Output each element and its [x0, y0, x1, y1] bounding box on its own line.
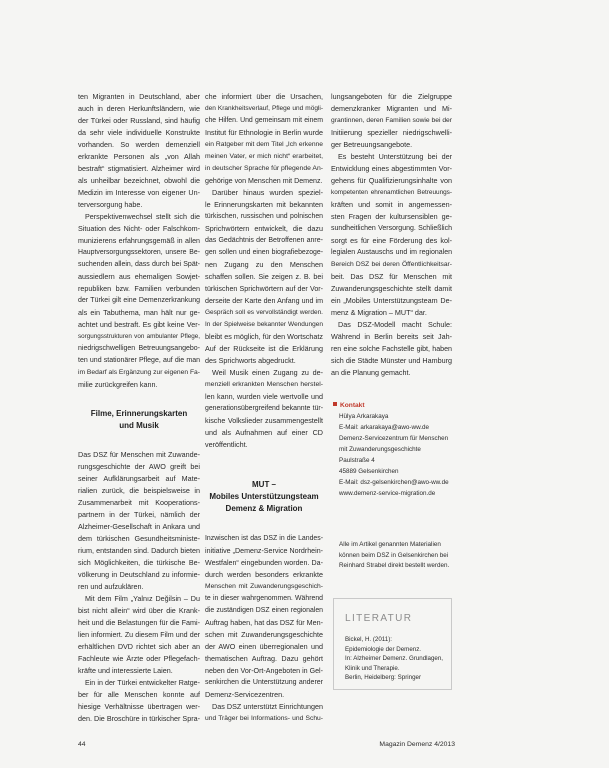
text-line: sten Fragen der kultursensiblen ge-	[331, 212, 452, 221]
page-number: 44	[78, 741, 86, 748]
contact-box	[333, 400, 453, 499]
text-line: terversorgung habe.	[78, 200, 143, 209]
text-line: durch werden besonders erkrankte	[205, 570, 323, 579]
text-line: Bereich DSZ bei deren Öffentlichkeitsar-	[331, 261, 452, 268]
heading-line: Demenz & Migration	[225, 504, 303, 513]
text-line: Auf der Rückseite ist die Erklärung	[205, 344, 323, 353]
text-line: an die Planung gemacht.	[331, 368, 411, 377]
text-line: Situation des Nicht- oder Falschkom-	[78, 224, 200, 233]
text-line: im Bedarf als Ergänzung zur eigenen Fa-	[78, 369, 200, 376]
contact-heading	[333, 400, 453, 411]
text-line: rium, entstanden sind. Dadurch bieten	[78, 546, 200, 555]
text-line: che informiert über die Ursachen,	[205, 92, 323, 101]
text-line: senkirchen die Unterstützung anderer	[205, 679, 323, 686]
text-line: und als Aufnahmen auf einer CD	[205, 428, 323, 437]
text-line: Klinik und Therapie.	[345, 664, 400, 672]
paragraph	[205, 187, 323, 367]
left-column-text-top	[78, 91, 200, 391]
text-line: thematischen Auftrag. Dazu gehört	[205, 654, 323, 663]
text-line: der Türkei gilt eine Demenzerkrankung	[78, 297, 200, 304]
middle-column-text-bottom	[205, 533, 323, 725]
paragraph	[331, 91, 452, 151]
text-line: Berlin, Heidelberg: Springer	[345, 674, 422, 681]
text-line: neben den Vor-Ort-Angeboten in Gel-	[205, 667, 323, 675]
text-line: Hauptversorgungssektoren, unsere Be-	[78, 249, 200, 256]
text-line: lungsangeboten für die Zielgruppe	[331, 92, 452, 101]
text-line: grantinnen, deren Familien sowie bei der	[331, 117, 452, 124]
text-line: Westfalen“ eingebunden worden. Da-	[205, 559, 323, 567]
text-line: len kann, wurden viele wertvolle und	[205, 392, 323, 401]
text-line: seiner Aufklärungsarbeit auf Mate-	[78, 474, 200, 483]
text-line: suchenden allein, dass durch bei Spät-	[78, 261, 200, 268]
paragraph	[205, 367, 323, 451]
text-line: Während in Berlin bereits seit Jah-	[331, 332, 452, 341]
literature-box	[333, 598, 452, 690]
text-line: Demenz-Servicezentrum für Menschen	[339, 435, 449, 442]
text-line: sorgungsstrukturen von ambulanter Pflege,	[78, 333, 200, 340]
text-line: Medizin im Interesse von eigener Un-	[78, 188, 200, 197]
text-line: kompetenten ehrenamtlichen Betreuungs-	[331, 189, 452, 196]
text-line: ein Ratgeber mit dem Titel „Ich erkenne	[205, 141, 323, 148]
text-line: che Hilfen. Und gemeinsam mit einem	[205, 117, 323, 124]
text-line: Perspektivenwechsel stellt sich die	[85, 212, 200, 221]
text-line: erkrankte Personen als „von Allah	[78, 152, 200, 161]
text-line: Sprichwörtern entwickelt, die dazu	[205, 224, 323, 233]
text-line: ten und stationärer Pflege, auf die man	[78, 357, 200, 364]
literature-title: LITERATUR	[345, 613, 413, 624]
text-line: und Träger bei Informations- und Schu-	[205, 715, 323, 722]
text-line: auch in deren Herkunftsländern, wie	[78, 104, 200, 113]
heading-line: Mobiles Unterstützungsteam	[209, 492, 319, 501]
text-line: menz & Migration – MUT“ dar.	[331, 308, 427, 317]
text-line: Demenz-Servicezentren.	[205, 690, 285, 699]
text-line: Institut für Ethnologie in Berlin wurde	[205, 128, 323, 137]
text-line: ber für alle Menschen konnte auf	[78, 690, 200, 699]
materials-note	[339, 540, 455, 572]
text-line: ger Betreuungsangebote.	[331, 140, 413, 149]
text-line: schaffen sollen. Sie zeigen z. B. bei	[205, 272, 323, 281]
text-line: partnern in der Türkei, nämlich der	[78, 510, 200, 519]
contact-details	[333, 411, 453, 499]
text-line: niedrigschwelligen Betreuungsangebo-	[78, 345, 200, 352]
text-line: nen Zugang zu den Menschen	[205, 260, 323, 269]
text-line: Paulstraße 4	[339, 457, 375, 464]
text-line: achtet und bestraft. Es gibt keine Ver-	[78, 320, 200, 329]
text-line: aussiedlern aus ehemaligen Sowjet-	[78, 272, 200, 281]
text-line: kräfte und interessierte Laien.	[78, 666, 173, 675]
paragraph	[205, 533, 323, 701]
text-line: In der Spielweise bekannter Wendungen	[205, 321, 323, 328]
text-line: das Gedächtnis der Betroffenen anre-	[205, 237, 323, 244]
paragraph	[205, 91, 323, 187]
text-line: Alle im Artikel genannten Materialien	[339, 541, 441, 548]
magazine-issue: Magazin Demenz 4/2013	[379, 741, 455, 748]
text-line: le Erinnerungskarten mit bekannten	[205, 200, 323, 209]
text-line: ren und aufzuklären.	[78, 582, 144, 591]
text-line: Zuwanderungsgeschichte stellt damit	[331, 284, 452, 293]
text-line: völkerung in Deutschland zu informie-	[78, 570, 200, 579]
text-line: der AWO einen überregionalen und	[205, 642, 323, 651]
heading-line: und Musik	[119, 421, 159, 430]
text-line: Darüber hinaus wurden speziel-	[212, 188, 323, 197]
text-line: E-Mail: dsz-gelsenkirchen@awo-ww.de	[339, 479, 449, 486]
text-line: Fachleute wie Ärzte oder Pflegefach-	[78, 654, 200, 663]
text-line: milie zurückgreifen kann.	[78, 380, 158, 389]
text-line: den Krankheitsverlauf, Pflege und mögli-	[205, 105, 323, 112]
text-line: legialen Austauschs und im regionalen	[331, 249, 452, 256]
text-line: lien informiert. Zu diesem Film und der	[78, 631, 200, 639]
text-line: demenzkranker Migranten und Mi-	[331, 104, 452, 113]
text-line: kräften und somit in angemessen-	[331, 200, 452, 209]
text-line: türkischen, russischen und polnischen	[205, 213, 323, 220]
heading-line: Filme, Erinnerungskarten	[90, 409, 188, 418]
right-column-text	[331, 91, 452, 379]
text-line: Hülya Arkarakaya	[339, 413, 389, 420]
text-line: dem türkischen Gesundheitsministe-	[78, 534, 200, 543]
text-line: heit und die Belastungen für die Fami-	[78, 618, 200, 627]
text-line: mit Zuwanderungsgeschichte	[339, 446, 421, 453]
text-line: meinen Vater, er mich nicht“ erarbeitet,	[205, 153, 323, 160]
text-line: Es besteht Unterstützung bei der	[338, 152, 452, 161]
text-line: Weil Musik einen Zugang zu de-	[212, 368, 323, 377]
square-bullet-icon	[333, 402, 337, 406]
text-line: Das DSZ unterstützt Einrichtungen	[212, 702, 323, 711]
text-line: den. Die Broschüre in türkischer Spra-	[78, 714, 200, 723]
heading-line: MUT –	[252, 480, 276, 489]
left-column-text-bottom	[78, 449, 200, 725]
text-line: Alzheimer-Gesellschaft in Ankara und	[78, 522, 200, 531]
text-line: Entwicklung eines abgestimmten Vor-	[331, 164, 452, 173]
text-line: www.demenz-service-migration.de	[339, 490, 436, 497]
text-line: rialien zurück, die beispielsweise in	[78, 486, 200, 495]
text-line: munizierens erfahrungsgemäß in allen	[78, 237, 200, 245]
text-line: in deutscher Sprache für pflegende An-	[205, 165, 323, 172]
text-line: gehens für Qualifizierungsinhalte von	[331, 176, 452, 185]
paragraph	[331, 319, 452, 379]
text-line: Epidemiologie der Demenz.	[345, 645, 422, 653]
text-line: als ein Tabuthema, man hält nur ge-	[78, 308, 200, 317]
text-line: Zusammenarbeit mit Kooperations-	[78, 498, 200, 507]
text-line: bist nicht allein“ wird über die Krank-	[78, 606, 200, 615]
text-line: Inzwischen ist das DSZ in die Landes-	[205, 535, 323, 542]
text-line: erhältlichen DVD richtet sich aber an	[78, 642, 200, 651]
text-line: veröffentlicht.	[205, 440, 248, 449]
text-line: als unheilbar bezeichnet, obwohl die	[78, 176, 200, 185]
text-line: schen mit Zuwanderungsgeschichte	[205, 630, 323, 639]
text-line: bestraft“ stigmatisiert. Alzheimer wird	[78, 164, 200, 173]
paragraph	[78, 593, 200, 677]
text-line: ten Migranten in Deutschland, aber	[78, 92, 200, 101]
text-line: beit. Das DSZ für Menschen mit	[331, 272, 452, 281]
contact-label: Kontakt	[340, 402, 365, 409]
text-line: hiesige Verhältnisse übertragen wer-	[78, 702, 200, 711]
text-line: menziell erkrankten Menschen herstel-	[205, 381, 323, 388]
text-line: 45889 Gelsenkirchen	[339, 468, 399, 475]
text-line: Initiierung spezieller niedrigschwelli-	[331, 128, 452, 137]
text-line: republiken bzw. Familien verbunden	[78, 284, 200, 293]
text-line: In: Alzheimer Demenz. Grundlagen,	[345, 655, 444, 662]
text-line: Gespräch soll es vervollständigt werden.	[205, 309, 323, 316]
section-heading-films	[78, 408, 200, 432]
paragraph	[78, 449, 200, 593]
text-line: Das DSZ für Menschen mit Zuwande-	[78, 450, 200, 459]
text-line: Reinhard Strabel direkt bestellt werden.	[339, 562, 450, 569]
text-line: sich Möglichkeiten, die türkische Be-	[78, 558, 200, 567]
text-line: Ein in der Türkei entwickelter Ratge-	[85, 679, 200, 687]
section-heading-mut	[205, 479, 323, 515]
paragraph	[331, 151, 452, 319]
text-line: ren eine solche Fachstelle gibt, haben	[331, 345, 452, 353]
text-line: Das DSZ-Modell macht Schule:	[338, 320, 452, 329]
paragraph	[205, 701, 323, 725]
text-line: können beim DSZ in Gelsenkirchen bei	[339, 551, 449, 559]
paragraph	[78, 211, 200, 391]
text-line: rungsgeschichte der AWO greift bei	[78, 462, 200, 471]
text-line: sorgt es für eine Förderung des kol-	[331, 236, 452, 245]
paragraph	[78, 91, 200, 211]
text-line: kische Volkslieder zusammengestellt	[205, 416, 323, 425]
text-line: ein „Mobiles Unterstützungsteam De-	[331, 296, 452, 305]
text-line: türkischen Sprichwörtern auf der Vor-	[205, 285, 323, 293]
paragraph	[78, 677, 200, 725]
text-line: generationsübergreifend bekannte tür-	[205, 405, 323, 412]
text-line: der Türkei oder Russland, sind häufig	[78, 116, 200, 125]
text-line: Menschen mit Zuwanderungsgeschich-	[205, 583, 323, 590]
text-line: Bickel, H. (2011):	[345, 636, 392, 643]
text-line: sich die Städte Münster und Hamburg	[331, 356, 452, 365]
text-line: des Sprichworts abgedruckt.	[205, 356, 296, 365]
middle-column-text-top	[205, 91, 323, 451]
text-line: da sehr viele individuelle Konstrukte	[78, 128, 200, 137]
text-line: bleibt es möglich, für den Wortschatz	[205, 332, 323, 341]
text-line: Auftrag haben, hat das DSZ für Men-	[205, 618, 323, 627]
text-line: Mit dem Film „Yalnız Değilsin – Du	[85, 594, 200, 603]
text-line: sundheitlichen Versorgung. Schließlich	[331, 225, 452, 232]
text-line: derseite der Karte den Anfang und im	[205, 297, 323, 305]
text-line: initiative „Demenz-Service Nordrhein-	[205, 547, 323, 555]
literature-reference	[345, 635, 449, 683]
text-line: gen sollen und einen biografiebezoge-	[205, 249, 323, 256]
text-line: gehörige von Menschen mit Demenz.	[205, 177, 323, 185]
text-line: vorhanden. So werden demenziell	[78, 140, 200, 149]
text-line: E-Mail: arkarakaya@awo-ww.de	[339, 424, 430, 431]
text-line: die zuständigen DSZ einen regionalen	[205, 607, 323, 614]
text-line: te in dieser wahrgenommen. Während	[205, 595, 323, 602]
